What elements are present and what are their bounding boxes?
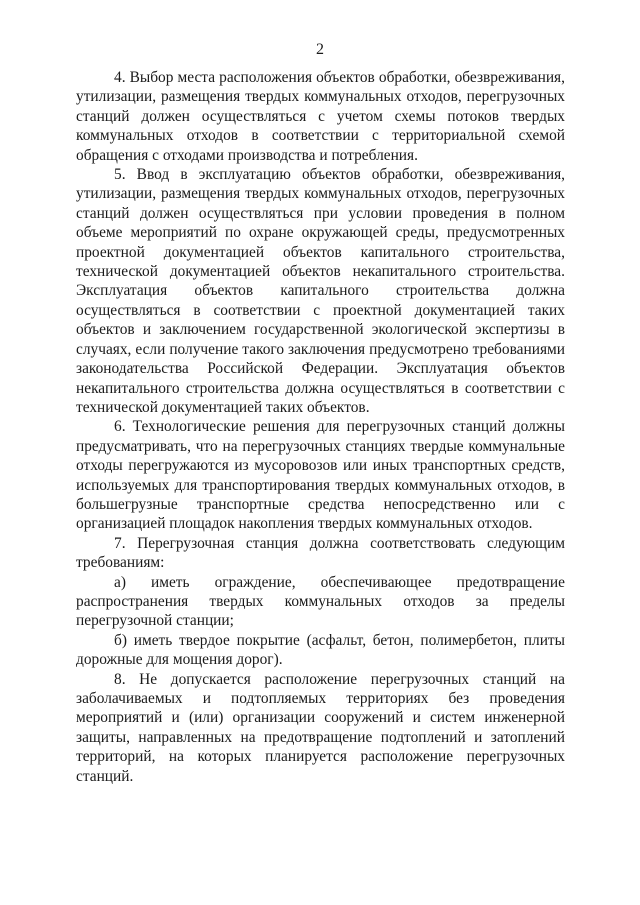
paragraph-4: 4. Выбор места расположения объектов обработки, обезвреживания, утилизации, размещения твердых коммунальных отходов, перегрузочных станций должен осуществляться с учетом схемы потоков твердых коммунальных отходов в соответствии с территориальной схемой обращения с отходами производства и потребления.: [76, 69, 565, 164]
paragraph-7: 7. Перегрузочная станция должна соответствовать следующим требованиям:: [76, 534, 565, 572]
paragraph-5: 5. Ввод в эксплуатацию объектов обработки, обезвреживания, утилизации, размещения твердых коммунальных отходов, перегрузочных станций должен осуществляться при условии проведения в полном объеме мероприятий по охране окружающей среды, предусмотренных проектной документацией объектов капитального строительства, технической документацией объектов некапитального строительства. Эксплуатация объектов капитального строительства должна осуществляться в соответствии с проектной документацией таких объектов и заключением государственной экологической экспертизы в случаях, если получение такого заключения предусмотрено требованиями законодательства Российской Федерации. Эксплуатация объектов некапитального строительства должна осуществляться в соответствии с технической документацией таких объектов.: [76, 166, 565, 416]
paragraph-7b: б) иметь твердое покрытие (асфальт, бетон, полимербетон, плиты дорожные для мощения дорог).: [76, 631, 565, 669]
paragraph-8: 8. Не допускается расположение перегрузочных станций на заболачиваемых и подтопляемых территориях без проведения мероприятий и (или) организации сооружений и систем инженерной защиты, направленных на предотвращение подтоплений и затоплений территорий, на которых планируется расположение перегрузочных станций.: [76, 670, 565, 785]
page-number: 2: [316, 41, 324, 58]
document-body: [76, 68, 565, 786]
paragraph-7a: а) иметь ограждение, обеспечивающее предотвращение распространения твердых коммунальных отходов за пределы перегрузочной станции;: [76, 573, 565, 630]
paragraph-6: 6. Технологические решения для перегрузочных станций должны предусматривать, что на перегрузочных станциях твердые коммунальные отходы перегружаются из мусоровозов или иных транспортных средств, используемых для транспортирования твердых коммунальных отходов, в большегрузные транспортные средства непосредственно или с организацией площадок накопления твердых коммунальных отходов.: [76, 418, 565, 533]
